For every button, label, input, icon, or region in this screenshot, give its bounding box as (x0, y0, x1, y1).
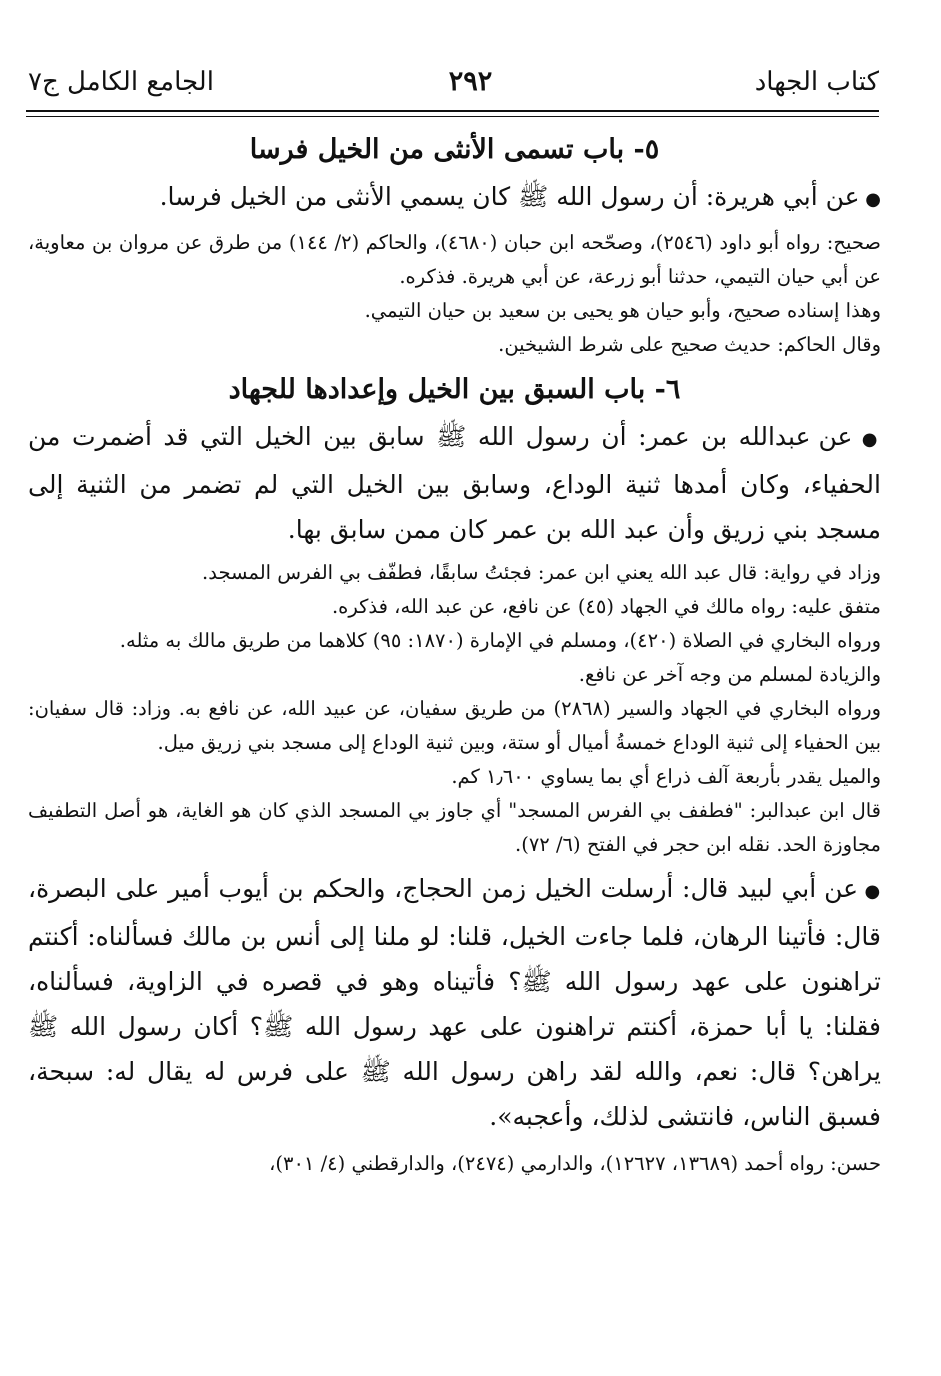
commentary-note: والميل يقدر بأربعة آلف ذراع أي بما يساوي ١٫٦٠٠ كم. (451, 765, 881, 788)
chapter-title: ٦- باب السبق بين الخيل وإعدادها للجهاد (228, 374, 681, 405)
page-number: ٢٩٢ (448, 66, 493, 97)
commentary-note: وهذا إسناده صحيح، وأبو حيان هو يحيى بن سعيد بن حيان التيمي. (364, 299, 881, 322)
header-rule-thin (26, 116, 879, 117)
takhrij-note: صحيح: رواه أبو داود (٢٥٤٦)، وصحّحه ابن حبان (٤٦٨٠)، والحاكم (٢/ ١٤٤) من طرق عن مروان بن معاوية، عن أبي حيان التيمي، حدثنا أبو زرعة، عن أبي هريرة. فذكره. (28, 231, 881, 288)
hadith-text: ● عن أبي لبيد قال: أرسلت الخيل زمن الحجاج، والحكم بن أيوب أمير على البصرة، قال: فأتينا الرهان، فلما جاءت الخيل، قلنا: لو ملنا إلى أنس بن مالك فسألناه: أكنتم تراهنون على عهد رسول الله ﷺ؟ فأتيناه وهو في قصره في الزاوية، فسألناه، فقلنا: يا أبا حمزة، أكنتم تراهنون على عهد رسول الله ﷺ؟ أكان رسول الله ﷺ يراهن؟ قال: نعم، والله لقد راهن رسول الله ﷺ على فرس له يقال له: سبحة، فسبق الناس، فانتشى لذلك، وأعجبه». (28, 866, 881, 1139)
takhrij-note: ورواه البخاري في الصلاة (٤٢٠)، ومسلم في الإمارة (١٨٧٠: ٩٥) كلاهما من طريق مالك به مثله. (119, 629, 881, 652)
commentary-note: قال ابن عبدالبر: "فطفف بي الفرس المسجد" أي جاوز بي المسجد الذي كان هو الغاية، هو أصل التطفيف مجاوزة الحد. نقله ابن حجر في الفتح (٦/ ٧٢). (28, 799, 881, 856)
chapter-title: ٥- باب تسمى الأنثى من الخيل فرسا (249, 134, 660, 165)
commentary-note: والزيادة لمسلم من وجه آخر عن نافع. (578, 663, 881, 686)
takhrij-note: متفق عليه: رواه مالك في الجهاد (٤٥) عن نافع، عن عبد الله، فذكره. (331, 595, 881, 618)
hadith-text: ● عن عبدالله بن عمر: أن رسول الله ﷺ سابق بين الخيل التي قد أضمرت من الحفياء، وكان أمدها ثنية الوداع، وسابق بين الخيل التي لم تضمر من الثنية إلى مسجد بني زريق وأن عبد الله بن عمر كان ممن سابق بها. (28, 414, 881, 552)
running-header-series: الجامع الكامل ج٧ (28, 67, 214, 97)
takhrij-note: حسن: رواه أحمد (١٣٦٨٩، ١٢٦٢٧)، والدارمي (٢٤٧٤)، والدارقطني (٤/ ٣٠١)، (269, 1152, 881, 1175)
narration-addition: وزاد في رواية: قال عبد الله يعني ابن عمر: فجئتُ سابقًا، فطفّف بي الفرس المسجد. (202, 561, 881, 584)
running-header-book: كتاب الجهاد (754, 67, 879, 97)
hadith-text: ● عن أبي هريرة: أن رسول الله ﷺ كان يسمي الأنثى من الخيل فرسا. (28, 174, 881, 222)
takhrij-note: ورواه البخاري في الجهاد والسير (٢٨٦٨) من طريق سفيان، عن عبيد الله، عن نافع به. وزاد: قال سفيان: بين الحفياء إلى ثنية الوداع خمسةُ أميال أو ستة، وبين ثنية الوداع إلى مسجد بني زريق ميل. (28, 697, 882, 754)
page-body (28, 126, 881, 1376)
header-rule-thick (26, 110, 879, 112)
commentary-note: وقال الحاكم: حديث صحيح على شرط الشيخين. (498, 333, 881, 356)
